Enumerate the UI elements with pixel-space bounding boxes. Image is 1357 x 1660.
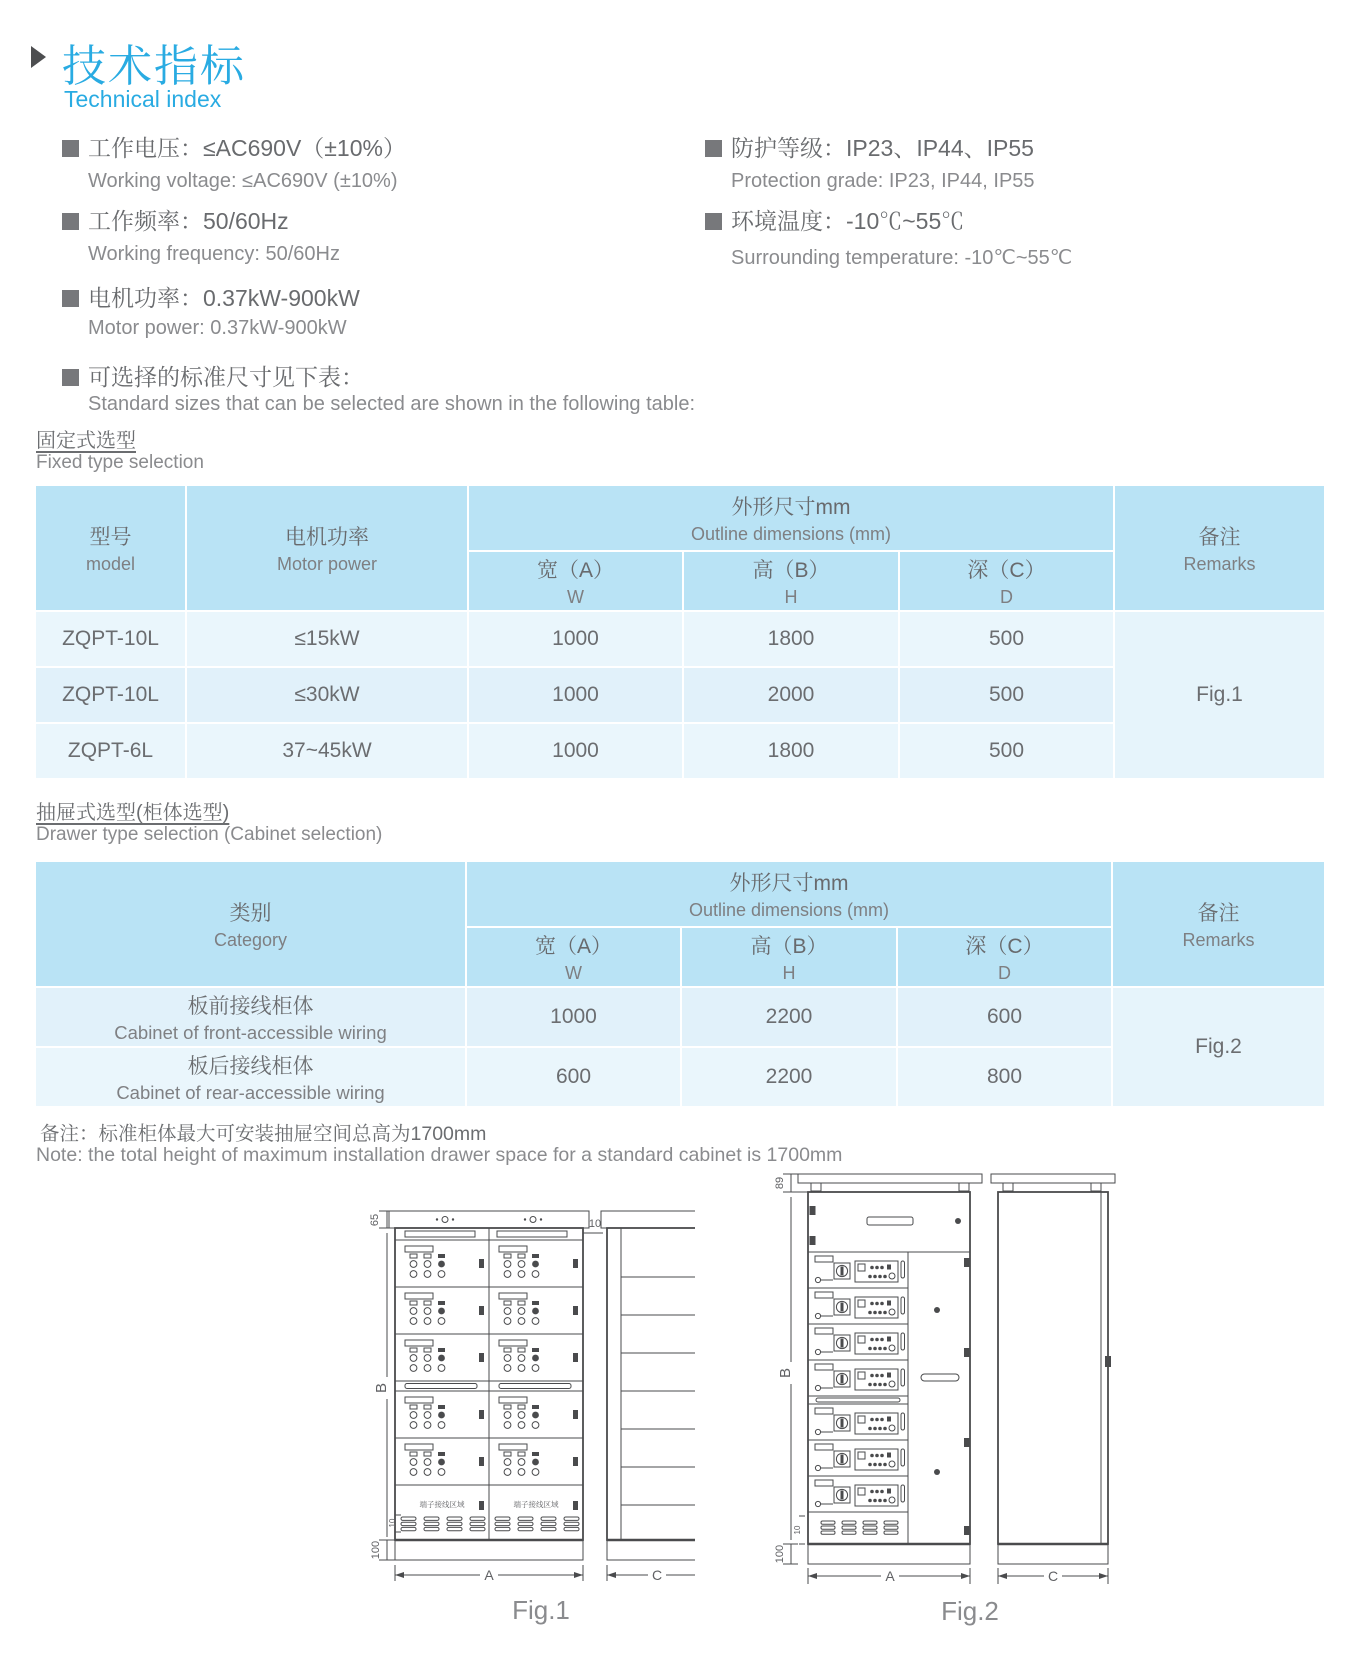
header-width-en: W xyxy=(565,963,582,983)
header-height xyxy=(684,552,898,610)
header-outline-en: Outline dimensions (mm) xyxy=(690,524,892,544)
terminal-area-label: 端子接线区域 xyxy=(513,1500,559,1509)
cell-remarks-fig1: Fig.1 xyxy=(1115,612,1324,778)
header-depth-cn: 深（C） xyxy=(967,559,1046,582)
spec-text: 环境温度：-10℃~55℃ xyxy=(731,208,965,234)
header-power xyxy=(187,486,467,610)
header-height-cn: 高（B） xyxy=(752,559,830,582)
category-cn: 板后接线柜体 xyxy=(187,1055,314,1078)
bullet-square-icon xyxy=(705,213,722,230)
header-width-cn: 宽（A） xyxy=(536,559,614,582)
spec-protection-cn xyxy=(705,130,1034,163)
header-model xyxy=(36,486,185,610)
header-depth xyxy=(900,552,1113,610)
header-height-en: H xyxy=(784,587,798,607)
cell-power: ≤30kW xyxy=(187,668,467,722)
category-en: Cabinet of rear-accessible wiring xyxy=(116,1082,385,1103)
fig2-dim-89: 89 xyxy=(774,1176,786,1190)
fig1-dim-100: 100 xyxy=(370,1540,382,1560)
fixed-section-title-cn: 固定式选型 xyxy=(36,430,136,452)
cell-height: 2000 xyxy=(684,668,898,722)
spec-motor-power-en: Motor power: 0.37kW-900kW xyxy=(88,317,347,339)
header-depth-en: D xyxy=(1000,587,1013,607)
fig1-dim-A: A xyxy=(484,1567,494,1583)
cell-model: ZQPT-6L xyxy=(36,724,185,778)
cell-width: 1000 xyxy=(469,612,682,666)
header-depth-en: D xyxy=(998,963,1011,983)
fig2-dim-C: C xyxy=(1047,1568,1059,1584)
header-outline xyxy=(469,486,1113,550)
cell-power: 37~45kW xyxy=(187,724,467,778)
header-outline xyxy=(467,862,1111,926)
spec-voltage-cn xyxy=(62,130,406,163)
category-cn: 板前接线柜体 xyxy=(187,995,314,1018)
fig1-dim-10-small: 10 xyxy=(388,1518,397,1528)
fig2-dim-100: 100 xyxy=(774,1544,786,1564)
fig2-front-view xyxy=(798,1174,982,1564)
fig2-side-view xyxy=(991,1174,1115,1564)
header-remarks xyxy=(1115,486,1324,610)
cell-depth: 500 xyxy=(900,612,1113,666)
cell-height: 1800 xyxy=(684,724,898,778)
header-power-cn: 电机功率 xyxy=(285,526,369,549)
cell-width: 1000 xyxy=(469,668,682,722)
cell-height: 2200 xyxy=(682,1048,896,1106)
cell-width: 600 xyxy=(467,1048,680,1106)
header-width xyxy=(467,928,680,986)
page-title-en: Technical index xyxy=(64,86,222,112)
cell-depth: 800 xyxy=(898,1048,1111,1106)
drawer-section-title-cn: 抽屉式选型(柜体选型) xyxy=(36,802,230,824)
fig1-side-view xyxy=(601,1211,695,1560)
bullet-square-icon xyxy=(62,213,79,230)
drawer-section-title-en: Drawer type selection (Cabinet selection) xyxy=(36,824,383,845)
spec-table-intro-cn xyxy=(62,359,364,392)
header-category-en: Category xyxy=(213,930,288,950)
category-en: Cabinet of front-accessible wiring xyxy=(114,1022,387,1043)
cell-category-front-wiring xyxy=(36,988,465,1046)
cell-model: ZQPT-10L xyxy=(36,668,185,722)
spec-motor-power-cn xyxy=(62,280,360,313)
fig1-caption: Fig.1 xyxy=(512,1595,570,1625)
figure-1-drawing xyxy=(345,1185,695,1633)
note-en: Note: the total height of maximum installation drawer space for a standard cabinet is 1700mm xyxy=(36,1144,843,1166)
fig1-dim-65: 65 xyxy=(369,1213,381,1227)
header-remarks-cn: 备注 xyxy=(1197,902,1240,925)
cell-category-rear-wiring xyxy=(36,1048,465,1106)
header-remarks-en: Remarks xyxy=(1182,930,1255,950)
cell-model: ZQPT-10L xyxy=(36,612,185,666)
cell-height: 1800 xyxy=(684,612,898,666)
fixed-section-title-en: Fixed type selection xyxy=(36,452,204,473)
fig2-dim-10-small: 10 xyxy=(793,1525,802,1535)
spec-protection-en: Protection grade: IP23, IP44, IP55 xyxy=(731,170,1035,192)
header-depth xyxy=(898,928,1111,986)
header-remarks xyxy=(1113,862,1324,986)
header-width-cn: 宽（A） xyxy=(534,935,612,958)
fig2-dim-B: B xyxy=(777,1367,794,1379)
header-width xyxy=(469,552,682,610)
spec-voltage-en: Working voltage: ≤AC690V (±10%) xyxy=(88,170,398,192)
drawer-type-table xyxy=(36,862,1324,1106)
header-remarks-cn: 备注 xyxy=(1198,526,1241,549)
bullet-square-icon xyxy=(705,140,722,157)
spec-text: 电机功率：0.37kW-900kW xyxy=(88,285,360,311)
header-outline-cn: 外形尺寸mm xyxy=(731,496,851,519)
fig2-dim-A: A xyxy=(885,1568,895,1584)
page-title-cn: 技术指标 xyxy=(62,42,246,91)
fig1-dim-10: 10 xyxy=(588,1218,602,1230)
cell-depth: 600 xyxy=(898,988,1111,1046)
note-cn: 备注：标准柜体最大可安装抽屉空间总高为1700mm xyxy=(40,1123,487,1145)
spec-frequency-cn xyxy=(62,203,289,236)
spec-text: 防护等级：IP23、IP44、IP55 xyxy=(731,135,1034,161)
fig1-dim-B: B xyxy=(373,1382,390,1394)
fig2-caption: Fig.2 xyxy=(941,1596,999,1626)
header-category-cn: 类别 xyxy=(229,902,272,925)
fixed-type-table xyxy=(36,486,1324,778)
fig1-dim-C: C xyxy=(651,1567,663,1583)
cell-depth: 500 xyxy=(900,668,1113,722)
spec-text: 工作电压：≤AC690V（±10%） xyxy=(88,135,406,161)
cell-width: 1000 xyxy=(469,724,682,778)
header-depth-cn: 深（C） xyxy=(965,935,1044,958)
header-height xyxy=(682,928,896,986)
spec-text: 工作频率：50/60Hz xyxy=(88,208,289,234)
section-arrow-icon xyxy=(31,46,46,68)
spec-table-intro-en: Standard sizes that can be selected are shown in the following table: xyxy=(88,393,696,415)
fig2-dimensions xyxy=(774,1174,1108,1584)
header-height-en: H xyxy=(782,963,796,983)
header-remarks-en: Remarks xyxy=(1183,554,1256,574)
cell-power: ≤15kW xyxy=(187,612,467,666)
header-model-en: model xyxy=(85,554,136,574)
terminal-area-label: 端子接线区域 xyxy=(419,1500,465,1509)
fig1-front-view xyxy=(389,1211,589,1560)
bullet-square-icon xyxy=(62,140,79,157)
header-power-en: Motor power xyxy=(276,554,378,574)
cell-width: 1000 xyxy=(467,988,680,1046)
header-outline-en: Outline dimensions (mm) xyxy=(688,900,890,920)
spec-temperature-cn xyxy=(705,203,964,236)
spec-text: 可选择的标准尺寸见下表： xyxy=(88,364,364,390)
figure-2-drawing xyxy=(745,1140,1145,1635)
bullet-square-icon xyxy=(62,369,79,386)
cell-remarks-fig2: Fig.2 xyxy=(1113,988,1324,1106)
cell-depth: 500 xyxy=(900,724,1113,778)
header-category xyxy=(36,862,465,986)
header-model-cn: 型号 xyxy=(89,526,132,549)
header-width-en: W xyxy=(567,587,584,607)
cell-height: 2200 xyxy=(682,988,896,1046)
header-height-cn: 高（B） xyxy=(750,935,828,958)
bullet-square-icon xyxy=(62,290,79,307)
header-outline-cn: 外形尺寸mm xyxy=(729,872,849,895)
spec-temperature-en: Surrounding temperature: -10℃~55℃ xyxy=(731,247,1073,269)
spec-frequency-en: Working frequency: 50/60Hz xyxy=(88,243,340,265)
